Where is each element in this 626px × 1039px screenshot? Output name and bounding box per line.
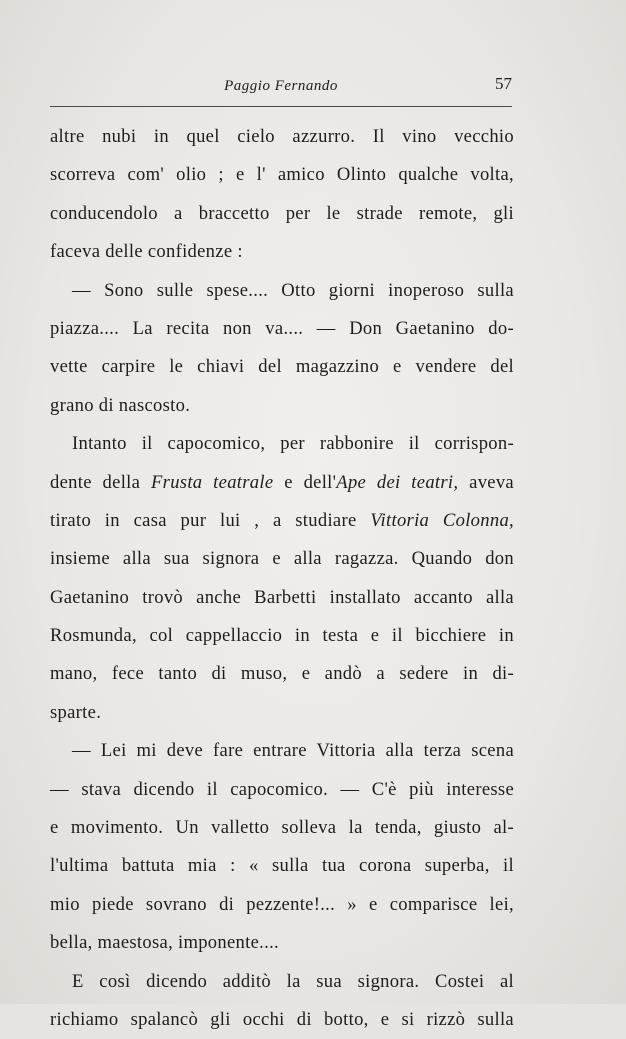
header-rule bbox=[50, 106, 512, 107]
text-line-with-title bbox=[50, 502, 514, 540]
text-line: — Lei mi deve fare entrare Vittoria alla terza scena bbox=[72, 740, 514, 762]
text-line: mio piede sovrano di pezzente!... » e comparisce lei, bbox=[50, 893, 514, 915]
text-line: grano di nascosto. bbox=[50, 394, 191, 416]
text-span: aveva bbox=[458, 471, 514, 493]
page-number: 57 bbox=[495, 74, 512, 93]
text-line: scorreva com' olio ; e l' amico Olinto qualche volta, bbox=[50, 164, 514, 186]
text-line: Gaetanino trovò anche Barbetti installato accanto alla bbox=[50, 586, 514, 608]
text-line: l'ultima battuta mia : « sulla tua corona superba, il bbox=[50, 855, 514, 877]
page-header bbox=[50, 74, 512, 100]
text-line: mano, fece tanto di muso, e andò a sedere in di- bbox=[50, 663, 514, 685]
text-line: conducendolo a braccetto per le strade remote, gli bbox=[50, 202, 514, 224]
text-line: insieme alla sua signora e alla ragazza. Quando don bbox=[50, 548, 514, 570]
italic-title: Vittoria Colonna, bbox=[370, 509, 515, 531]
text-line: richiamo spalancò gli occhi di botto, e si rizzò sulla bbox=[50, 1008, 514, 1030]
text-line: sparte. bbox=[50, 701, 102, 723]
running-title: Paggio Fernando bbox=[224, 78, 338, 94]
italic-title: Ape dei teatri, bbox=[336, 471, 459, 493]
text-line-with-titles bbox=[50, 464, 514, 502]
italic-title: Frusta teatrale bbox=[151, 471, 274, 493]
text-span: tirato in casa pur lui , a studiare bbox=[50, 509, 371, 531]
text-line: vette carpire le chiavi del magazzino e vendere del bbox=[50, 356, 514, 378]
body-text bbox=[50, 118, 514, 1039]
text-line: faceva delle confidenze : bbox=[50, 241, 243, 263]
text-line: altre nubi in quel cielo azzurro. Il vino vecchio bbox=[50, 126, 514, 147]
text-line: bella, maestosa, imponente.... bbox=[50, 932, 279, 954]
text-line: Intanto il capocomico, per rabbonire il corrispon- bbox=[72, 433, 514, 455]
text-line: E così dicendo additò la sua signora. Costei al bbox=[72, 970, 514, 992]
text-line: piazza.... La recita non va.... — Don Gaetanino do- bbox=[50, 317, 514, 339]
text-line: — stava dicendo il capocomico. — C'è più interesse bbox=[50, 778, 514, 800]
text-line: Rosmunda, col cappellaccio in testa e il bicchiere in bbox=[50, 625, 514, 647]
text-line: — Sono sulle spese.... Otto giorni inoperoso sulla bbox=[72, 279, 514, 301]
text-span: e dell' bbox=[273, 471, 337, 493]
text-line: e movimento. Un valletto solleva la tenda, giusto al- bbox=[50, 817, 514, 839]
text-span: dente della bbox=[50, 471, 151, 493]
